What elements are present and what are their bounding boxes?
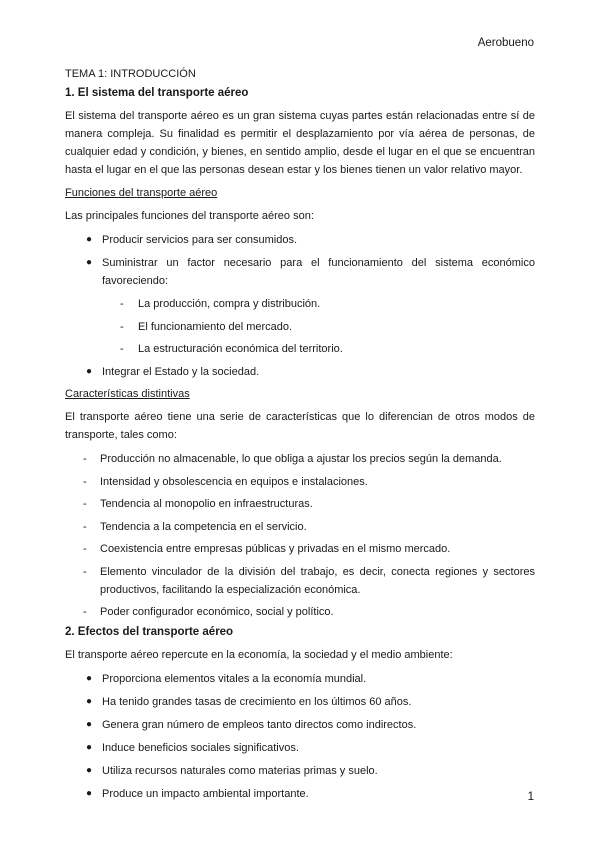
bullet-icon: ● xyxy=(86,741,93,753)
dash-icon: - xyxy=(83,565,87,578)
bullet-icon: ● xyxy=(86,718,93,730)
dash-icon: - xyxy=(83,606,87,618)
list-item: - Coexistencia entre empresas públicas y privadas en el mismo mercado. xyxy=(65,540,535,558)
section-1-heading: 1. El sistema del transporte aéreo xyxy=(65,87,249,99)
list-item: - Tendencia a la competencia en el servicio. xyxy=(65,518,535,536)
list-item: ● Genera gran número de empleos tanto directos como indirectos. xyxy=(65,716,535,734)
list-item: ● Producir servicios para ser consumidos. xyxy=(65,231,535,249)
bullet-icon: ● xyxy=(86,764,93,776)
dash-icon: - xyxy=(83,453,87,465)
list-item: - Producción no almacenable, lo que obliga a ajustar los precios según la demanda. xyxy=(65,450,535,468)
list-item: - Intensidad y obsolescencia en equipos e instalaciones. xyxy=(65,473,535,491)
funciones-list xyxy=(65,231,535,381)
list-item: ● Suministrar un factor necesario para el funcionamiento del sistema económico favoreciendo: - La producción, compra y distribución. - El funcionamiento del mercado. - La estructuración económica del territorio. xyxy=(65,254,535,358)
bullet-icon: ● xyxy=(86,366,93,377)
tema-title: TEMA 1: INTRODUCCIÓN xyxy=(65,68,196,80)
funciones-intro: Las principales funciones del transporte aéreo son: xyxy=(65,210,314,222)
dash-icon: - xyxy=(83,543,87,555)
dash-icon: - xyxy=(120,343,124,355)
list-item: ● Induce beneficios sociales significativos. xyxy=(65,739,535,757)
bullet-icon: ● xyxy=(86,234,93,245)
section-2-heading: 2. Efectos del transporte aéreo xyxy=(65,625,234,638)
caracteristicas-intro: El transporte aéreo tiene una serie de características que lo diferencian de otros modos de transporte, tales como: xyxy=(65,411,535,441)
dash-icon: - xyxy=(120,298,124,310)
dash-icon: - xyxy=(120,320,124,333)
list-item: - Poder configurador económico, social y político. xyxy=(65,603,535,621)
caracteristicas-subheading: Características distintivas xyxy=(65,388,190,400)
section-1-paragraph: El sistema del transporte aéreo es un gran sistema cuyas partes están relacionadas entre sí de manera compleja. Su finalidad es permitir el desplazamiento por vía aérea de personas, de cualquier edad y condición, y bienes, en sentido amplio, desde el lugar en el que se encuentran hasta el lugar en el que las personas desean estar y los bienes tienen un valor relativo mayor. xyxy=(65,110,535,176)
caracteristicas-list xyxy=(65,450,535,621)
bullet-icon: ● xyxy=(86,672,93,684)
bullet-icon: ● xyxy=(86,257,93,268)
list-item: ● Utiliza recursos naturales como materias primas y suelo. xyxy=(65,762,535,780)
header-title: Aerobueno xyxy=(477,37,534,49)
list-item: ● Ha tenido grandes tasas de crecimiento en los últimos 60 años. xyxy=(65,693,535,711)
list-item: ● Proporciona elementos vitales a la economía mundial. xyxy=(65,670,535,688)
bullet-icon: ● xyxy=(86,695,93,707)
sublist-item: - La estructuración económica del territorio. xyxy=(102,340,535,358)
sublist-item: - El funcionamiento del mercado. xyxy=(102,318,535,336)
funciones-subheading: Funciones del transporte aéreo xyxy=(65,187,218,199)
list-item: ● Integrar el Estado y la sociedad. xyxy=(65,363,535,381)
sublist-item: - La producción, compra y distribución. xyxy=(102,295,535,313)
document-content xyxy=(65,68,535,808)
efectos-list xyxy=(65,670,535,803)
dash-icon: - xyxy=(83,520,87,533)
list-item: - Elemento vinculador de la división del trabajo, es decir, conecta regiones y sectores productivos, facilitando la especialización económica. xyxy=(65,563,535,599)
dash-icon: - xyxy=(83,498,87,510)
funciones-sublist xyxy=(102,295,535,358)
dash-icon: - xyxy=(83,475,87,488)
bullet-icon: ● xyxy=(86,787,93,799)
list-item: - Tendencia al monopolio en infraestructuras. xyxy=(65,495,535,513)
page-number: 1 xyxy=(527,791,534,803)
section-2-intro: El transporte aéreo repercute en la economía, la sociedad y el medio ambiente: xyxy=(65,648,453,661)
list-item: ● Produce un impacto ambiental importante. xyxy=(65,785,535,803)
